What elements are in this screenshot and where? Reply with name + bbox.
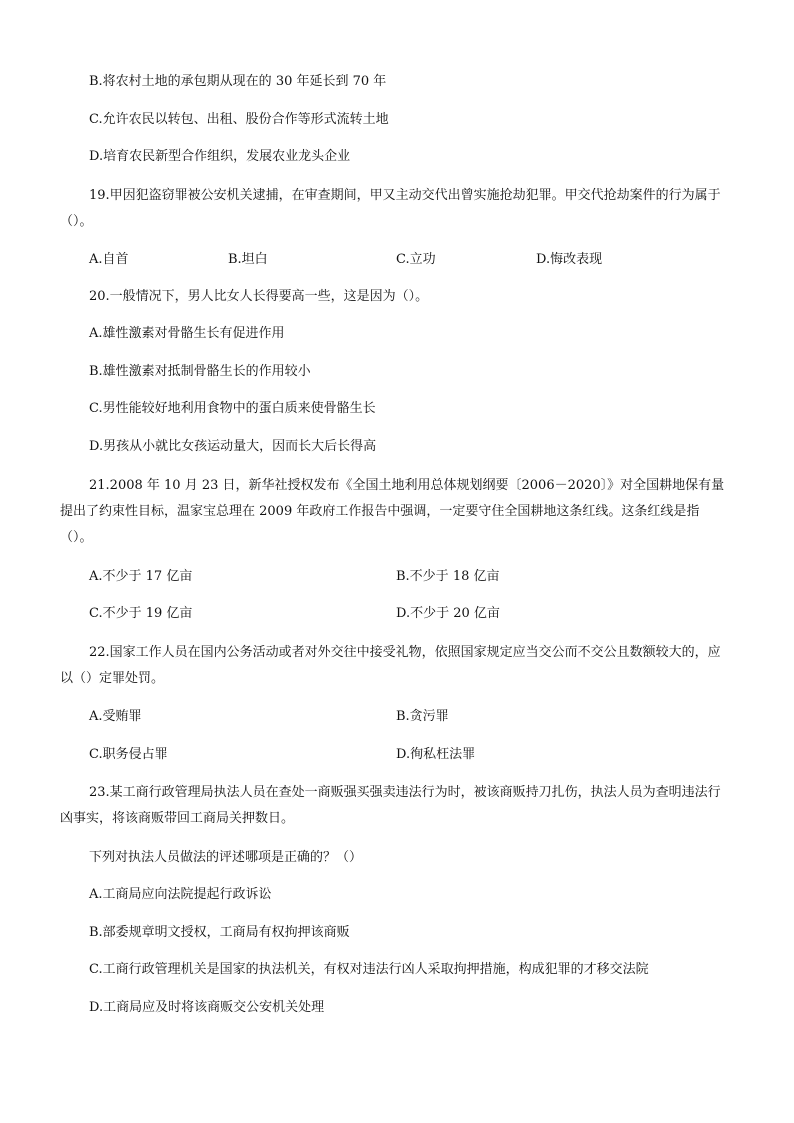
q20-option-d: D.男孩从小就比女孩运动量大，因而长大后长得高: [89, 439, 377, 454]
q23-question: 下列对执法人员做法的评述哪项是正确的？（）: [89, 850, 363, 865]
q23-stem: 23.某工商行政管理局执法人员在查处一商贩强买强卖违法行为时，被该商贩持刀扎伤，执法人员为查明违法行凶事实，将该商贩带回工商局关押数日。: [60, 785, 721, 826]
q19-option-a: A.自首: [89, 252, 129, 267]
q23-option-a: A.工商局应向法院提起行政诉讼: [89, 887, 272, 902]
q19-option-c: C.立功: [396, 252, 436, 267]
q21-option-d: D.不少于 20 亿亩: [396, 606, 500, 621]
q23-option-d: D.工商局应及时将该商贩交公安机关处理: [89, 1000, 325, 1015]
q19-stem: 19.甲因犯盗窃罪被公安机关逮捕，在审查期间，甲又主动交代出曾实施抢劫犯罪。甲交代抢劫案件的行为属于（）。: [60, 188, 721, 229]
q21-option-b: B.不少于 18 亿亩: [396, 569, 500, 584]
q21-option-c: C.不少于 19 亿亩: [89, 606, 193, 621]
q22-option-d: D.徇私枉法罪: [396, 747, 476, 762]
q18-option-c: C.允许农民以转包、出租、股份合作等形式流转土地: [89, 112, 389, 127]
q22-stem: 22.国家工作人员在国内公务活动或者对外交往中接受礼物，依照国家规定应当交公而不交公且数额较大的，应以（）定罪处罚。: [60, 645, 721, 686]
q22-option-c: C.职务侵占罪: [89, 747, 168, 762]
q20-stem: 20.一般情况下，男人比女人长得要高一些，这是因为（）。: [89, 289, 429, 304]
q19-option-d: D.悔改表现: [536, 252, 603, 267]
q23-option-b: B.部委规章明文授权，工商局有权拘押该商贩: [89, 925, 350, 940]
q18-option-d: D.培育农民新型合作组织，发展农业龙头企业: [89, 149, 351, 164]
q20-option-c: C.男性能较好地利用食物中的蛋白质来使骨骼生长: [89, 401, 376, 416]
q22-option-b: B.贪污罪: [396, 709, 449, 724]
q18-option-b: B.将农村土地的承包期从现在的 30 年延长到 70 年: [89, 74, 387, 89]
q20-option-a: A.雄性激素对骨骼生长有促进作用: [89, 326, 285, 341]
q21-option-a: A.不少于 17 亿亩: [89, 569, 193, 584]
q20-option-b: B.雄性激素对抵制骨骼生长的作用较小: [89, 364, 311, 379]
q23-option-c: C.工商行政管理机关是国家的执法机关，有权对违法行凶人采取拘押措施，构成犯罪的才移交法院: [89, 962, 649, 977]
q22-option-a: A.受贿罪: [89, 709, 142, 724]
q21-stem: 21.2008 年 10 月 23 日，新华社授权发布《全国土地利用总体规划纲要〔2006－2020〕》对全国耕地保有量提出了约束性目标，温家宝总理在 2009 年政府工作报告中强调，一定要守住全国耕地这条红线。这条红线是指（）。: [60, 478, 725, 545]
q19-option-b: B.坦白: [228, 252, 268, 267]
